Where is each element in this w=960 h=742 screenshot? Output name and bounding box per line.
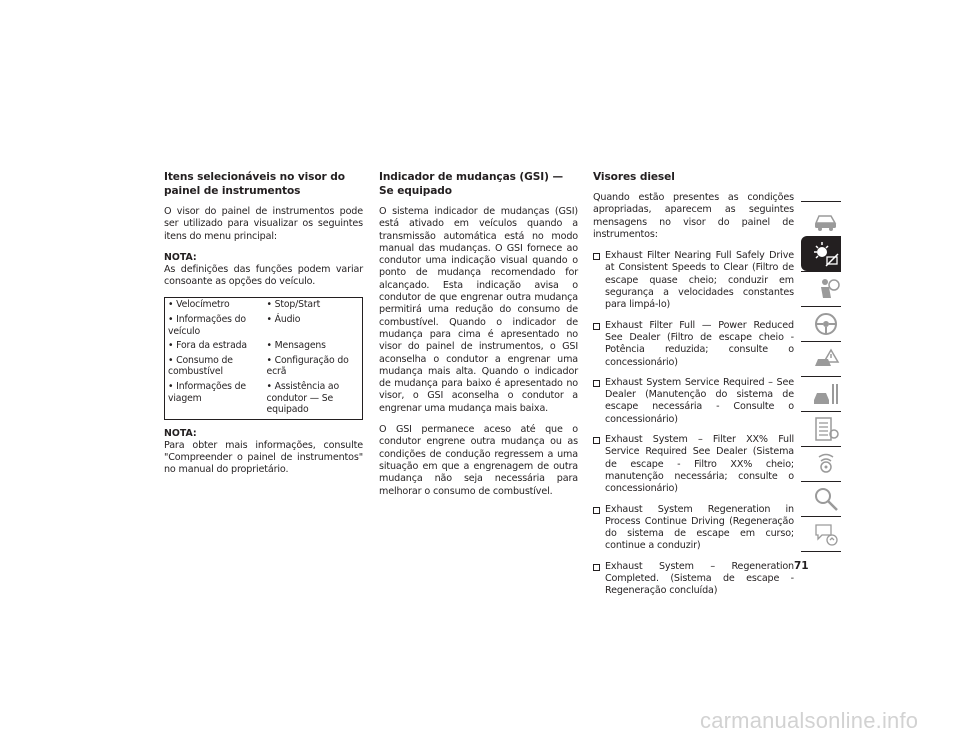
index-search-icon bbox=[811, 484, 841, 514]
tab-servicing-maintenance[interactable] bbox=[801, 376, 841, 411]
list-item-text: Exhaust Filter Full — Power Reduced See Dealer (Filtro de escape cheio - Potência reduzida; consulte o concessionário) bbox=[605, 319, 794, 368]
table-cell: • Velocímetro bbox=[168, 299, 230, 311]
list-item bbox=[593, 250, 794, 311]
roadside-emergency-icon bbox=[811, 344, 841, 374]
tab-emergency[interactable] bbox=[801, 341, 841, 376]
column-gear-shift-indicator bbox=[379, 170, 578, 507]
menu-items-table bbox=[164, 297, 363, 419]
table-cell: • Assistência ao condutor — Se equipado bbox=[266, 381, 340, 416]
table-cell: • Informações de viagem bbox=[168, 381, 246, 404]
checkbox-square-icon bbox=[593, 253, 600, 260]
sidebar-bottom-rule bbox=[801, 551, 841, 552]
table-row bbox=[165, 340, 363, 355]
list-item bbox=[593, 434, 794, 495]
section-heading-diesel: Visores diesel bbox=[593, 171, 675, 183]
note-title: NOTA: bbox=[164, 427, 197, 439]
section-heading-selectable-items: Itens selecionáveis no visor do painel de instrumentos bbox=[164, 171, 345, 197]
note-text: Para obter mais informações, consulte "Compreender o painel de instrumentos" no manual do proprietário. bbox=[164, 439, 363, 476]
list-item bbox=[593, 377, 794, 426]
list-item bbox=[593, 320, 794, 369]
list-item-text: Exhaust System – Regeneration Completed. (Sistema de escape - Regeneração concluída) bbox=[605, 560, 794, 597]
list-item-text: Exhaust System – Filter XX% Full Service Required See Dealer (Sistema de escape - Filtro XX% cheio; manutenção necessária; consulte o concessionário) bbox=[605, 434, 794, 495]
body-paragraph: O sistema indicador de mudanças (GSI) está ativado em veículos quando a transmissão automática está no modo manual das mudanças. O GSI fornece ao condutor uma indicação visual quando o ponto de mudança recomendado for alcançado. Esta indicação avisa o condutor de que engrenar outra mudança permitirá uma redução do consumo de combustível. Quando o indicador de mudança para cima é apresentado no visor do painel de instrumentos, o GSI aconselha o condutor a engrenar uma mudança mais alta. Quando o indicador de mudança para baixo é apresentado no visor, o GSI aconselha o condutor a engrenar uma mudança mais baixa. bbox=[379, 206, 578, 414]
table-cell: • Configuração do ecrã bbox=[266, 354, 349, 378]
car-service-tools-icon bbox=[811, 379, 841, 409]
column-diesel-displays bbox=[593, 170, 794, 606]
language-customer-assistance-icon bbox=[811, 519, 841, 549]
multimedia-radio-icon bbox=[811, 449, 841, 479]
list-item-text: Exhaust Filter Nearing Full Safely Drive at Consistent Speeds to Clear (Filtro de escape quase cheio; conduzir em segurança a velocidades constantes para limpá-lo) bbox=[605, 250, 794, 311]
list-item bbox=[593, 561, 794, 598]
watermark: carmanualsonline.info bbox=[700, 708, 919, 733]
table-cell: • Mensagens bbox=[266, 340, 326, 352]
table-row bbox=[165, 381, 363, 419]
tab-index[interactable] bbox=[801, 481, 841, 516]
car-info-icon bbox=[811, 204, 841, 234]
diesel-message-list bbox=[593, 250, 794, 597]
tab-dashboard-warning-lights[interactable] bbox=[801, 236, 841, 271]
checkbox-square-icon bbox=[593, 507, 600, 514]
chapter-tab-sidebar bbox=[801, 201, 841, 552]
list-item bbox=[593, 504, 794, 553]
table-cell: • Consumo de combustível bbox=[168, 354, 233, 378]
list-item-text: Exhaust System Service Required – See Dealer (Manutenção do sistema de escape necessária - Consulte o concessionário) bbox=[605, 376, 794, 425]
tab-safety[interactable] bbox=[801, 271, 841, 306]
page-number: 71 bbox=[794, 560, 809, 572]
table-cell: • Stop/Start bbox=[266, 299, 321, 311]
intro-paragraph: O visor do painel de instrumentos pode ser utilizado para visualizar os seguintes itens do menu principal: bbox=[164, 206, 363, 242]
list-item-text: Exhaust System Regeneration in Process Continue Driving (Regeneração do sistema de escape em curso; continue a conduzir) bbox=[605, 503, 794, 552]
checkbox-square-icon bbox=[593, 564, 600, 571]
steering-wheel-icon bbox=[811, 309, 841, 339]
tab-multimedia[interactable] bbox=[801, 446, 841, 481]
checkbox-square-icon bbox=[593, 437, 600, 444]
body-paragraph: O GSI permanece aceso até que o condutor engrene outra mudança ou as condições de condução regressem a uma situação em que a engrenagem de outra mudança não seja necessária para melhorar o consumo de combustível. bbox=[379, 424, 578, 497]
column-instrument-display-items bbox=[164, 170, 363, 486]
intro-paragraph: Quando estão presentes as condições apropriadas, aparecem as seguintes mensagens no visor do painel de instrumentos: bbox=[593, 192, 794, 240]
note-text: As definições das funções podem variar consoante as opções do veículo. bbox=[164, 263, 363, 288]
tab-technical-specifications[interactable] bbox=[801, 411, 841, 446]
checkbox-square-icon bbox=[593, 323, 600, 330]
maintenance-schedule-icon bbox=[811, 414, 841, 444]
table-cell: • Fora da estrada bbox=[168, 340, 247, 352]
section-heading-gsi: Indicador de mudanças (GSI) — Se equipado bbox=[379, 171, 563, 197]
table-cell: • Áudio bbox=[266, 314, 301, 326]
note-title: NOTA: bbox=[164, 251, 197, 263]
table-row bbox=[165, 298, 363, 314]
tab-car-info[interactable] bbox=[801, 201, 841, 236]
dashboard-warning-light-icon bbox=[811, 239, 841, 269]
tab-customer-assistance[interactable] bbox=[801, 516, 841, 551]
table-row bbox=[165, 314, 363, 340]
table-row bbox=[165, 355, 363, 381]
checkbox-square-icon bbox=[593, 380, 600, 387]
table-cell: • Informações do veículo bbox=[168, 314, 246, 337]
safety-airbag-icon bbox=[811, 274, 841, 304]
tab-starting-operating[interactable] bbox=[801, 306, 841, 341]
